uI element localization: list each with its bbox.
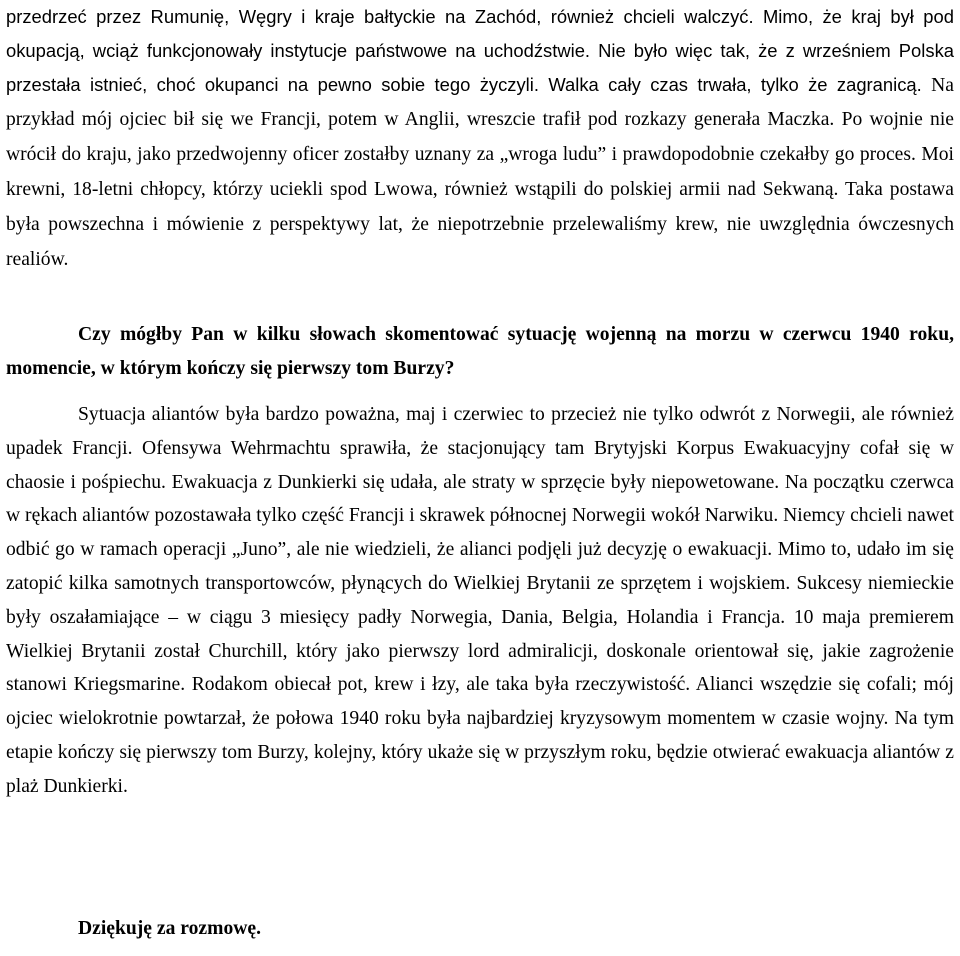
interview-answer: Sytuacja aliantów była bardzo poważna, maj i czerwiec to przecież nie tylko odwrót z Norwegii, ale również upadek Francji. Ofensywa Wehrmachtu sprawiła, że stacjonujący tam Brytyjski Korpus Ewakuacyjny cofał się w chaosie i pośpiechu. Ewakuacja z Dunkierki się udała, ale straty w sprzęcie były niepowetowane. Na początku czerwca w rękach aliantów pozostawała tylko część Francji i skrawek północnej Norwegii wokół Narwiku. Niemcy chcieli nawet odbić go w ramach operacji „Juno”, ale nie wiedzieli, że alianci podjęli już decyzję o ewakuacji. Mimo to, udało im się zatopić kilka samotnych transportowców, płynących do Wielkiej Brytanii ze sprzętem i wojskiem. Sukcesy niemieckie były oszałamiające – w ciągu 3 miesięcy padły Norwegia, Dania, Belgia, Holandia i Francja. 10 maja premierem Wielkiej Brytanii został Churchill, który jako pierwszy lord admiralicji, doskonale orientował się, jakie zagrożenie stanowi Kriegsmarine. Rodakom obiecał pot, krew i łzy, ale taka była rzeczywistość. Alianci wszędzie się cofali; mój ojciec wielokrotnie powtarzał, że połowa 1940 roku była najbardziej kryzysowym momentem w czasie wojny. Na tym etapie kończy się pierwszy tom Burzy, kolejny, który ukaże się w przyszłym roku, będzie otwierać ewakuacja aliantów z plaż Dunkierki. [6, 404, 954, 797]
interview-question: Czy mógłby Pan w kilku słowach skomentować sytuację wojenną na morzu w czerwcu 1940 roku, momencie, w którym kończy się pierwszy tom Burzy? [6, 324, 954, 379]
closing-remark: Dziękuję za rozmowę. [78, 918, 261, 939]
intro-paragraph-part-1: przedrzeć przez Rumunię, Węgry i kraje bałtyckie na Zachód, również chcieli walczyć. Mimo, że kraj był pod okupacją, wciąż funkcjonowały instytucje państwowe na uchodźstwie. Nie było więc tak, że z wrześniem Polska przestała istnieć, choć okupanci na pewno sobie tego życzyli. Walka cały czas trwała, tylko że zagranicą. [6, 6, 954, 95]
intro-paragraph-part-2: Na przykład mój ojciec bił się we Francji, potem w Anglii, wreszcie trafił pod rozkazy generała Maczka. Po wojnie nie wrócił do kraju, jako przedwojenny oficer zostałby uznany za „wroga ludu” i prawdopodobnie czekałby go proces. Moi krewni, 18-letni chłopcy, którzy uciekli spod Lwowa, również wstąpili do polskiej armii nad Sekwaną. Taka postawa była powszechna i mówienie z perspektywy lat, że niepotrzebnie przelewaliśmy krew, nie uwzględnia ówczesnych realiów. [6, 74, 954, 270]
intro-paragraph [6, 0, 954, 276]
